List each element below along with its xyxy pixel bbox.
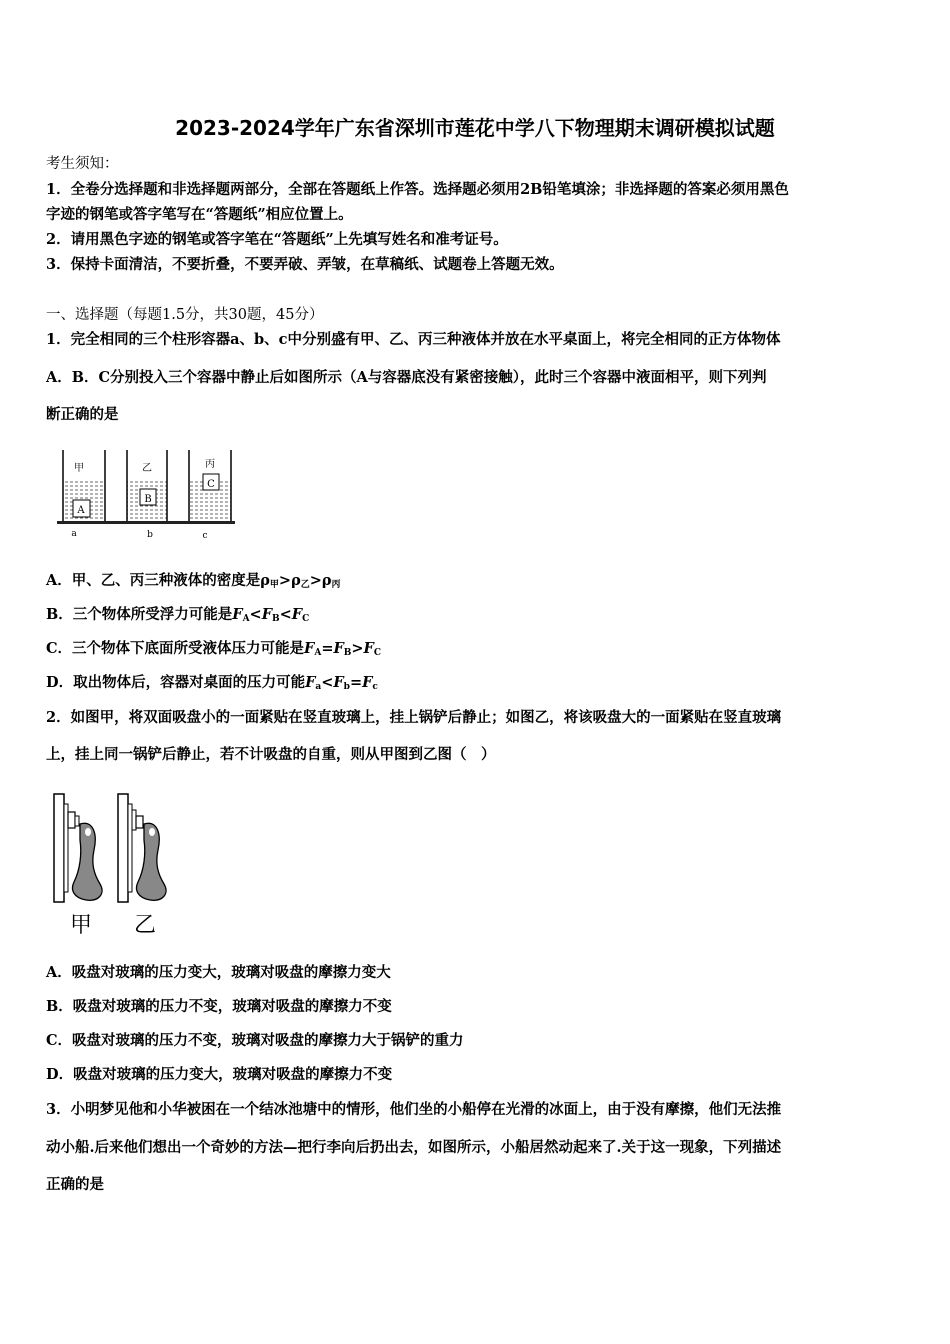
figure-label: 乙 — [133, 913, 157, 938]
q3-stem-line: 3．小明梦见他和小华被困在一个结冰池塘中的情形，他们坐的小船停在光滑的冰面上，由于没有摩擦，他们无法推 — [46, 1101, 782, 1118]
block-label: B — [144, 494, 152, 505]
q1-stem-line: 断正确的是 — [46, 406, 119, 423]
q2-option-b: B．吸盘对玻璃的压力不变，玻璃对吸盘的摩擦力不变 — [46, 998, 392, 1015]
notice-heading: 考生须知： — [46, 156, 119, 172]
container-label: b — [147, 530, 153, 540]
block-label: A — [77, 505, 85, 516]
section-heading: 一、选择题（每题1.5分，共30题，45分） — [46, 307, 324, 323]
liquid-label: 乙 — [142, 463, 152, 474]
q1-stem-line: 1．完全相同的三个柱形容器a、b、c中分别盛有甲、乙、丙三种液体并放在水平桌面上，将完全相同的正方体物体 — [46, 331, 781, 348]
notice-item: 字迹的钢笔或答字笔写在“答题纸”相应位置上。 — [46, 206, 353, 223]
figure-yi — [118, 794, 166, 902]
q3-stem-line: 动小船.后来他们想出一个奇妙的方法—把行李向后扔出去，如图所示，小船居然动起来了.关于这一现象，下列描述 — [46, 1139, 782, 1156]
container-b — [127, 450, 167, 521]
page-title: 2023-2024学年广东省深圳市莲花中学八下物理期末调研模拟试题 — [175, 116, 775, 140]
q1-containers-figure — [55, 444, 245, 542]
liquid-label: 丙 — [205, 459, 215, 470]
q1-stem-line: A．B．C分别投入三个容器中静止后如图所示（A与容器底没有紧密接触），此时三个容器中液面相平，则下列判 — [46, 369, 767, 386]
table-surface — [57, 521, 235, 524]
q2-option-d: D．吸盘对玻璃的压力变大，玻璃对吸盘的摩擦力不变 — [46, 1066, 393, 1083]
container-label: c — [202, 531, 208, 541]
figure-jia — [54, 794, 102, 902]
q2-suction-cup-figure — [48, 790, 178, 940]
block-label: C — [207, 479, 215, 490]
q1-option-a: A．甲、乙、丙三种液体的密度是$\rho_甲>\rho_乙>\rho_丙$ — [46, 572, 341, 590]
notice-item: 1．全卷分选择题和非选择题两部分，全部在答题纸上作答。选择题必须用2B铅笔填涂；非选择题的答案必须用黑色 — [46, 181, 789, 198]
q2-option-a: A．吸盘对玻璃的压力变大，玻璃对吸盘的摩擦力变大 — [46, 964, 391, 981]
q2-stem-line: 2．如图甲，将双面吸盘小的一面紧贴在竖直玻璃上，挂上锅铲后静止；如图乙，将该吸盘大的一面紧贴在竖直玻璃 — [46, 709, 782, 726]
q2-option-c: C．吸盘对玻璃的压力不变，玻璃对吸盘的摩擦力大于锅铲的重力 — [46, 1032, 464, 1049]
q3-stem-line: 正确的是 — [46, 1176, 104, 1193]
container-label: a — [71, 529, 77, 539]
figure-label: 甲 — [69, 913, 93, 938]
q1-option-c: C．三个物体下底面所受液体压力可能是$F_A=F_B>F_C$ — [46, 640, 382, 658]
q1-option-b: B．三个物体所受浮力可能是$F_A<F_B<F_C$ — [46, 606, 310, 624]
notice-item: 2．请用黑色字迹的钢笔或答字笔在“答题纸”上先填写姓名和准考证号。 — [46, 231, 508, 248]
q2-stem-line: 上，挂上同一锅铲后静止，若不计吸盘的自重，则从甲图到乙图（ ） — [46, 746, 496, 763]
notice-item: 3．保持卡面清洁，不要折叠，不要弄破、弄皱，在草稿纸、试题卷上答题无效。 — [46, 256, 564, 273]
liquid-label: 甲 — [74, 463, 84, 474]
q1-option-d: D．取出物体后，容器对桌面的压力可能$F_a<F_b=F_c$ — [46, 674, 378, 692]
